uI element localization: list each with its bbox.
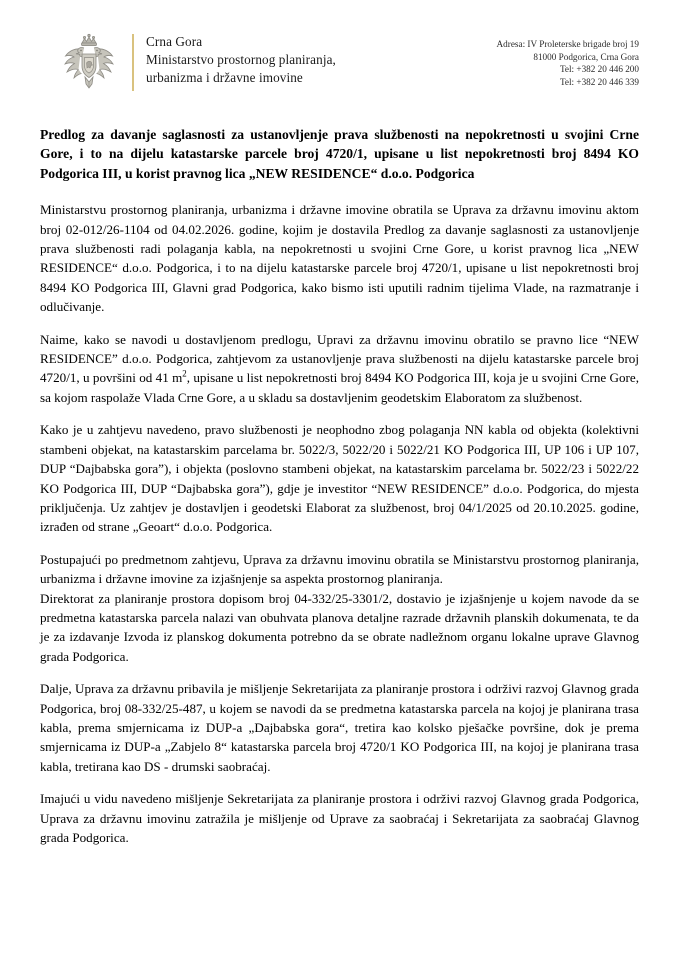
header-divider — [132, 34, 134, 91]
paragraph-1: Ministarstvu prostornog planiranja, urbanizma i državne imovine obratila se Uprava za državnu imovinu aktom broj 02-012/26-1104 od 04.02.2026. godine, kojim je dostavila Predlog za davanje saglasnosti za ustanovljenje prava službenosti radi polaganja kabla, na nepokretnosti u svojini Crne Gore, u korist pravnog lica „NEW RESIDENCE“ d.o.o. Podgorica, i to na dijelu katastarske parcele broj 4720/1, upisane u list nepokretnosti broj 8494 KO Podgorica III, Glavni grad Podgorica, kako bismo isti uputili radnim tijelima Vlade, na razmatranje i odlučivanje. — [40, 202, 639, 315]
contact-address-block — [497, 30, 639, 88]
paragraph-5: Direktorat za planiranje prostora dopisom broj 04-332/25-3301/2, dostavio je izjašnjenje u kojem navode da se predmetna katastarska parcela nalazi van obuhvata planova detaljne razrade državnih planskih dokumenata, te da je za izdavanje Izvoda iz planskog dokumenta potrebno da se obrate nadležnom organu lokalne uprave Glavnog grada Podgorica. — [40, 590, 639, 664]
document-body — [40, 200, 639, 847]
montenegro-coat-of-arms-icon — [58, 30, 120, 96]
ministry-identity — [146, 30, 336, 88]
address-city: 81000 Podgorica, Crna Gora — [533, 51, 639, 62]
paragraph-2-prefix: Naime, kako se navodi u dostavljenom predlogu, Upravi za državnu imovinu obratilo se pravno lice “NEW RESIDENCE” d.o.o. Podgorica, zahtjevom za ustanovljenje prava službenosti na dijelu katastarske parcele broj 4720/1, u površini od 41 m — [40, 331, 639, 386]
paragraph-7: Imajući u vidu navedeno mišljenje Sekretarijata za planiranje prostora i održivi razvoj Glavnog grada Podgorica, Uprava za državnu imovinu zatražila je mišljenje od Uprave za saobraćaj i Sekretarijata za saobraćaj Glavnog grada Podgorica. — [40, 791, 639, 845]
phone-primary: Tel: +382 20 446 200 — [559, 64, 639, 75]
square-meter-exponent: 2 — [182, 369, 187, 380]
address-street: Adresa: IV Proleterske brigade broj 19 — [496, 39, 639, 49]
document-header — [40, 30, 639, 108]
ministry-name-line-2: urbanizma i državne imovine — [146, 70, 303, 86]
paragraph-6: Dalje, Uprava za državnu pribavila je mišljenje Sekretarijata za planiranje prostora i održivi razvoj Glavnog grada Podgorica, broj 08-332/25-487, u kojem se navodi da se predmetna katastarska parcela na kojoj je planirana trasa kabla, prema smjernicama iz DUP-a „Dajbabska gora“, tretira kao kolsko pješačke površine, dok je prema smjernicama iz DUP-a „Zabjelo 8“ katastarska parcela broj 4720/1 KO Podgorica III, na kojoj je planirana trasa kabla, tretirana kao DS - drumski saobraćaj. — [40, 681, 639, 774]
paragraph-4: Postupajući po predmetnom zahtjevu, Uprava za državnu imovinu obratila se Ministarstvu prostornog planiranja, urbanizma i državne imovine za izjašnjenje sa aspekta prostornog planiranja. — [40, 551, 639, 587]
paragraph-3: Kako je u zahtjevu navedeno, pravo službenosti je neophodno zbog polaganja NN kabla od objekta (kolektivni stambeni objekat, na katastarskim parcelama br. 5022/3, 5022/20 i 5022/21 KO Podgorica III, UP 106 i UP 107, DUP “Dajbabska gora”), i objekta (poslovno stambeni objekat, na katastarskim parcelama br. 5022/23 i 5022/22 KO Podgorica III, DUP “Dajbabska gora”), gdje je investitor “NEW RESIDENCE” d.o.o. Podgorica, do mjesta priključenja. Uz zahtjev je dostavljen i geodetski Elaborat za službenost, broj 04/1/2025 od 20.10.2025. godine, izrađen od strane „Geoart“ d.o.o. Podgorica. — [40, 422, 639, 535]
country-name: Crna Gora — [146, 34, 203, 49]
paragraph-2 — [40, 330, 639, 408]
paragraph-2-suffix: , upisane u list nepokretnosti broj 8494 KO Podgorica III, koja je u svojini Crne Gore, sa kojom raspolaže Vlada Crne Gore, a u skladu sa dostavljenim geodetskim Elaboratom za službenost. — [40, 370, 639, 405]
document-title: Predlog za davanje saglasnosti za ustanovljenje prava službenosti na nepokretnosti u svojini Crne Gore, i to na dijelu katastarske parcele broj 4720/1, upisane u list nepokretnosti broj 8494 KO Podgorica III, u korist pravnog lica „NEW RESIDENCE“ d.o.o. Podgorica — [40, 127, 639, 181]
header-identity-block — [40, 30, 336, 96]
ministry-name-line-1: Ministarstvo prostornog planiranja, — [146, 52, 336, 68]
phone-secondary: Tel: +382 20 446 339 — [559, 76, 639, 87]
